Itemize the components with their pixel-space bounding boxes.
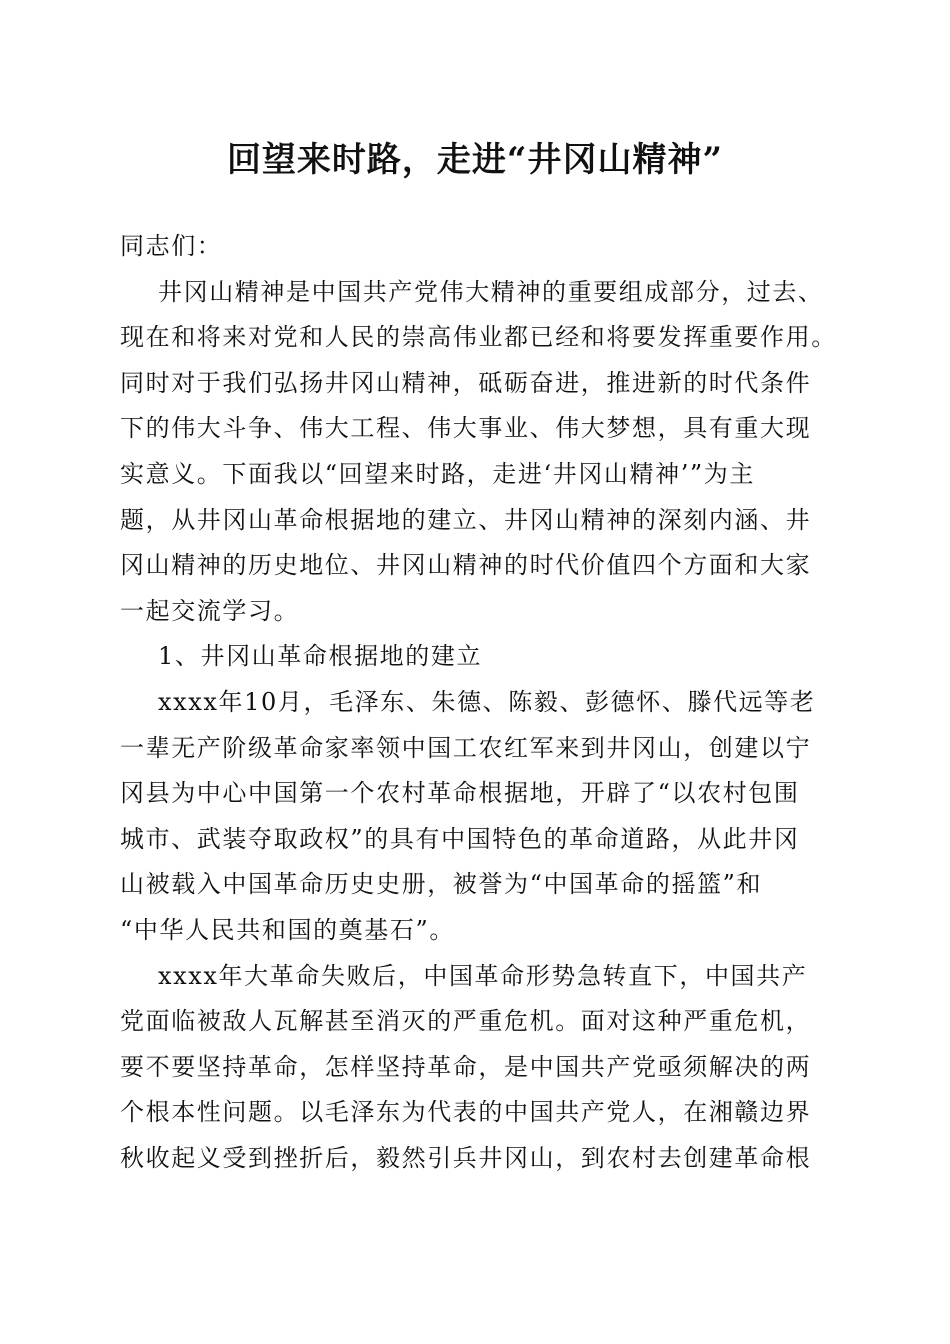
body-line: 下的伟大斗争、伟大工程、伟大事业、伟大梦想，具有重大现 (120, 414, 812, 443)
body-line: 个根本性问题。以毛泽东为代表的中国共产党人，在湘赣边界 (120, 1098, 812, 1127)
body-line: 一辈无产阶级革命家率领中国工农红军来到井冈山，创建以宁 (120, 733, 812, 762)
body-line: 要不要坚持革命，怎样坚持革命，是中国共产党亟须解决的两 (120, 1052, 812, 1081)
body-line: xxxx年10月，毛泽东、朱德、陈毅、彭德怀、滕代远等老 (158, 687, 816, 716)
body-line: 井冈山精神是中国共产党伟大精神的重要组成部分，过去、 (158, 277, 824, 306)
body-line: 一起交流学习。 (120, 596, 300, 625)
section-heading: 1、井冈山革命根据地的建立 (158, 642, 483, 671)
salutation: 同志们： (120, 232, 223, 260)
body-line: 城市、武装夺取政权”的具有中国特色的革命道路，从此井冈 (120, 824, 800, 853)
body-line: 现在和将来对党和人民的崇高伟业都已经和将要发挥重要作用。 (120, 323, 837, 352)
body-line: 冈县为中心中国第一个农村革命根据地，开辟了“以农村包围 (120, 779, 800, 808)
body-line: 同时对于我们弘扬井冈山精神，砥砺奋进，推进新的时代条件 (120, 368, 812, 397)
body-line: 党面临被敌人瓦解甚至消灭的严重危机。面对这种严重危机， (120, 1007, 812, 1036)
body-line: 山被载入中国革命历史史册，被誉为“中国革命的摇篮”和 (120, 870, 763, 899)
document-body (120, 224, 840, 1181)
body-line: 秋收起义受到挫折后，毅然引兵井冈山，到农村去创建革命根 (120, 1143, 812, 1172)
document-title: 回望来时路，走进“井冈山精神” (226, 140, 724, 180)
body-line: 实意义。下面我以“回望来时路，走进‘井冈山精神’”为主 (120, 459, 755, 488)
body-line: “中华人民共和国的奠基石”。 (120, 915, 455, 944)
body-line: 题，从井冈山革命根据地的建立、井冈山精神的深刻内涵、井 (120, 505, 812, 534)
body-line: 冈山精神的历史地位、井冈山精神的时代价值四个方面和大家 (120, 551, 812, 580)
body-line: xxxx年大革命失败后，中国革命形势急转直下，中国共产 (158, 961, 808, 990)
